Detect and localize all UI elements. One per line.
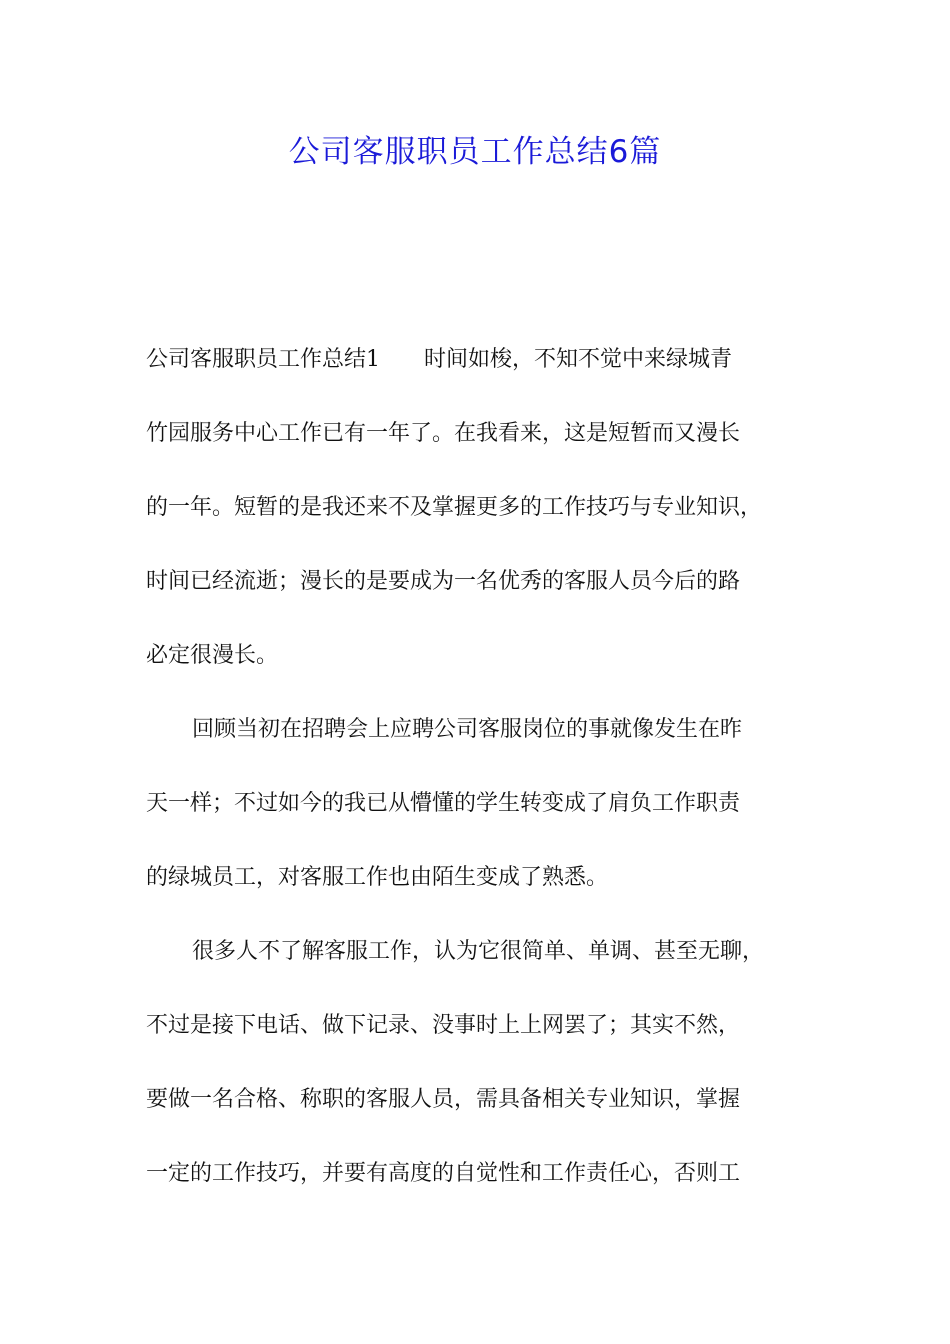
document-title: 公司客服职员工作总结6篇 (288, 134, 662, 170)
document-body (146, 336, 826, 1224)
text-line: 必定很漫长。 (146, 643, 279, 668)
text-line: 不过是接下电话、做下记录、没事时上上网罢了；其实不然， (146, 1013, 741, 1038)
paragraph-start-line: 很多人不了解客服工作，认为它很简单、单调、甚至无聊， (192, 939, 765, 964)
text-line: 的一年。短暂的是我还来不及掌握更多的工作技巧与专业知识， (146, 495, 763, 520)
text-line: 天一样；不过如今的我已从懵懂的学生转变成了肩负工作职责 (146, 791, 741, 816)
text-line: 公司客服职员工作总结1 时间如梭，不知不觉中来绿城青 (146, 347, 732, 372)
text-line: 的绿城员工，对客服工作也由陌生变成了熟悉。 (146, 865, 609, 890)
text-line: 时间已经流逝；漫长的是要成为一名优秀的客服人员今后的路 (146, 569, 741, 594)
text-line: 一定的工作技巧，并要有高度的自觉性和工作责任心，否则工 (146, 1161, 741, 1186)
text-line: 竹园服务中心工作已有一年了。在我看来，这是短暂而又漫长 (146, 421, 741, 446)
paragraph-start-line: 回顾当初在招聘会上应聘公司客服岗位的事就像发生在昨 (192, 717, 743, 742)
text-line: 要做一名合格、称职的客服人员，需具备相关专业知识，掌握 (146, 1087, 741, 1112)
